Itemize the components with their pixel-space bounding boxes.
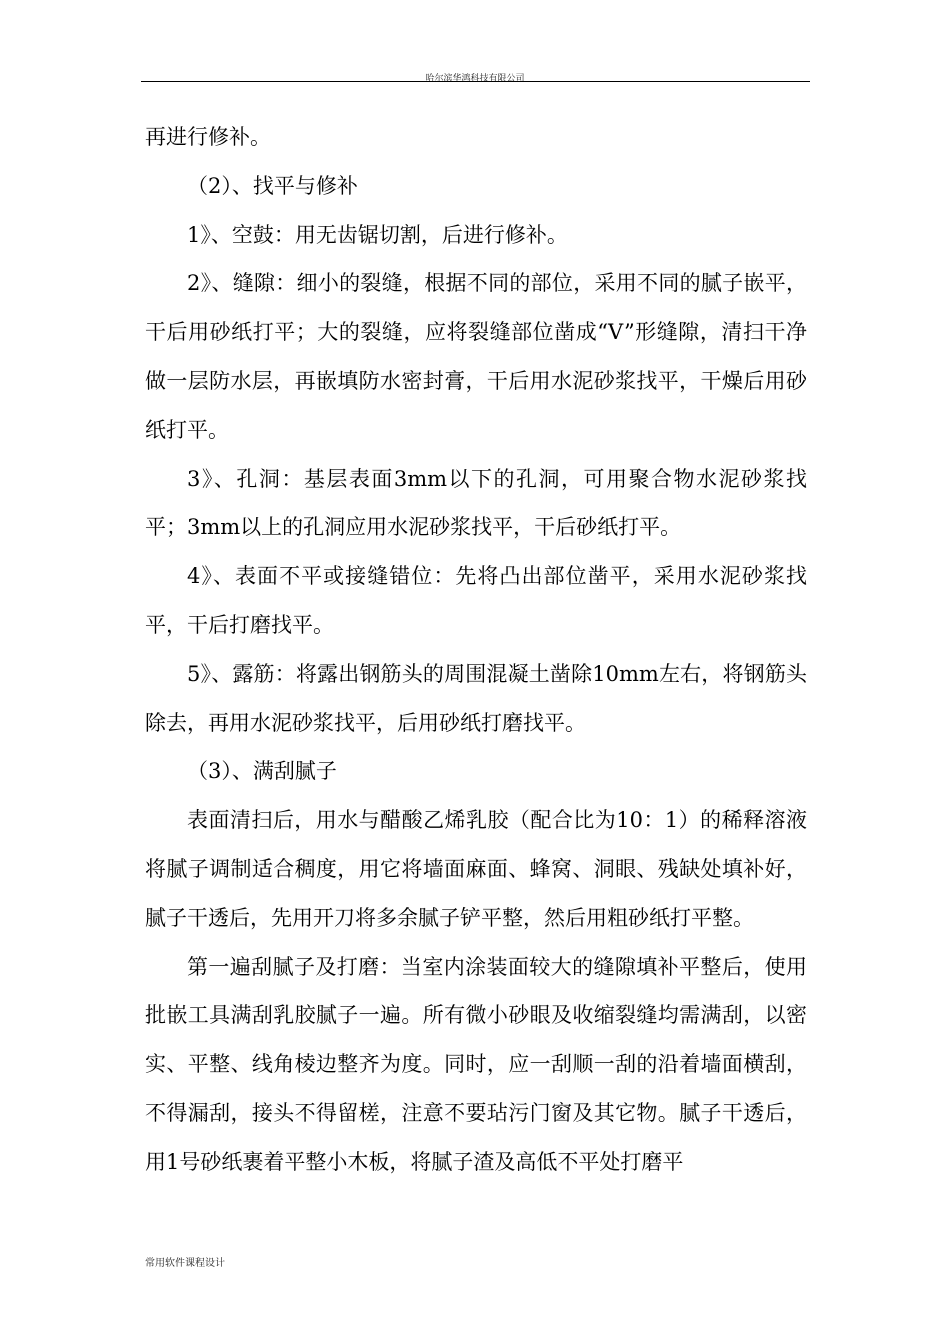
page-footer: 常用软件课程设计 bbox=[145, 1258, 225, 1269]
paragraph-uneven-surface: 4》、表面不平或接缝错位：先将凸出部位凿平，采用水泥砂浆找平，干后打磨找平。 bbox=[145, 564, 807, 637]
document-body bbox=[145, 113, 807, 1187]
paragraph-exposed-rebar: 5》、露筋：将露出钢筋头的周围混凝土凿除10mm左右，将钢筋头除去，再用水泥砂浆找平，后用砂纸打磨找平。 bbox=[145, 661, 807, 735]
paragraph-hollowing: 1》、空鼓：用无齿锯切割，后进行修补。 bbox=[187, 222, 568, 247]
section-heading-leveling: （2）、找平与修补 bbox=[187, 173, 358, 198]
paragraph-first-coat: 第一遍刮腻子及打磨：当室内涂装面较大的缝隙填补平整后，使用批嵌工具满刮乳胶腻子一遍。所有微小砂眼及收缩裂缝均需满刮，以密实、平整、线角棱边整齐为度。同时，应一刮顺一刮的沿着墙面横刮，不得漏刮，接头不得留槎，注意不要玷污门窗及其它物。腻子干透后，用1号砂纸裹着平整小木板，将腻子渣及高低不平处打磨平 bbox=[145, 954, 807, 1174]
page-header-company: 哈尔滨华鸿科技有限公司 bbox=[425, 74, 525, 84]
paragraph-continuation: 再进行修补。 bbox=[145, 125, 271, 149]
section-heading-putty: （3）、满刮腻子 bbox=[187, 759, 337, 784]
header-divider bbox=[141, 81, 810, 82]
paragraph-holes: 3》、孔洞：基层表面3mm以下的孔洞，可用聚合物水泥砂浆找平；3mm以上的孔洞应用水泥砂浆找平，干后砂纸打平。 bbox=[145, 466, 807, 540]
paragraph-putty-mix: 表面清扫后，用水与醋酸乙烯乳胶（配合比为10：1）的稀释溶液将腻子调制适合稠度，用它将墙面麻面、蜂窝、洞眼、残缺处填补好，腻子干透后，先用开刀将多余腻子铲平整，然后用粗砂纸打平整。 bbox=[145, 808, 807, 930]
paragraph-cracks: 2》、缝隙：细小的裂缝，根据不同的部位，采用不同的腻子嵌平，干后用砂纸打平；大的裂缝，应将裂缝部位凿成“V”形缝隙，清扫干净做一层防水层，再嵌填防水密封膏，干后用水泥砂浆找平，干燥后用砂纸打平。 bbox=[145, 271, 807, 442]
